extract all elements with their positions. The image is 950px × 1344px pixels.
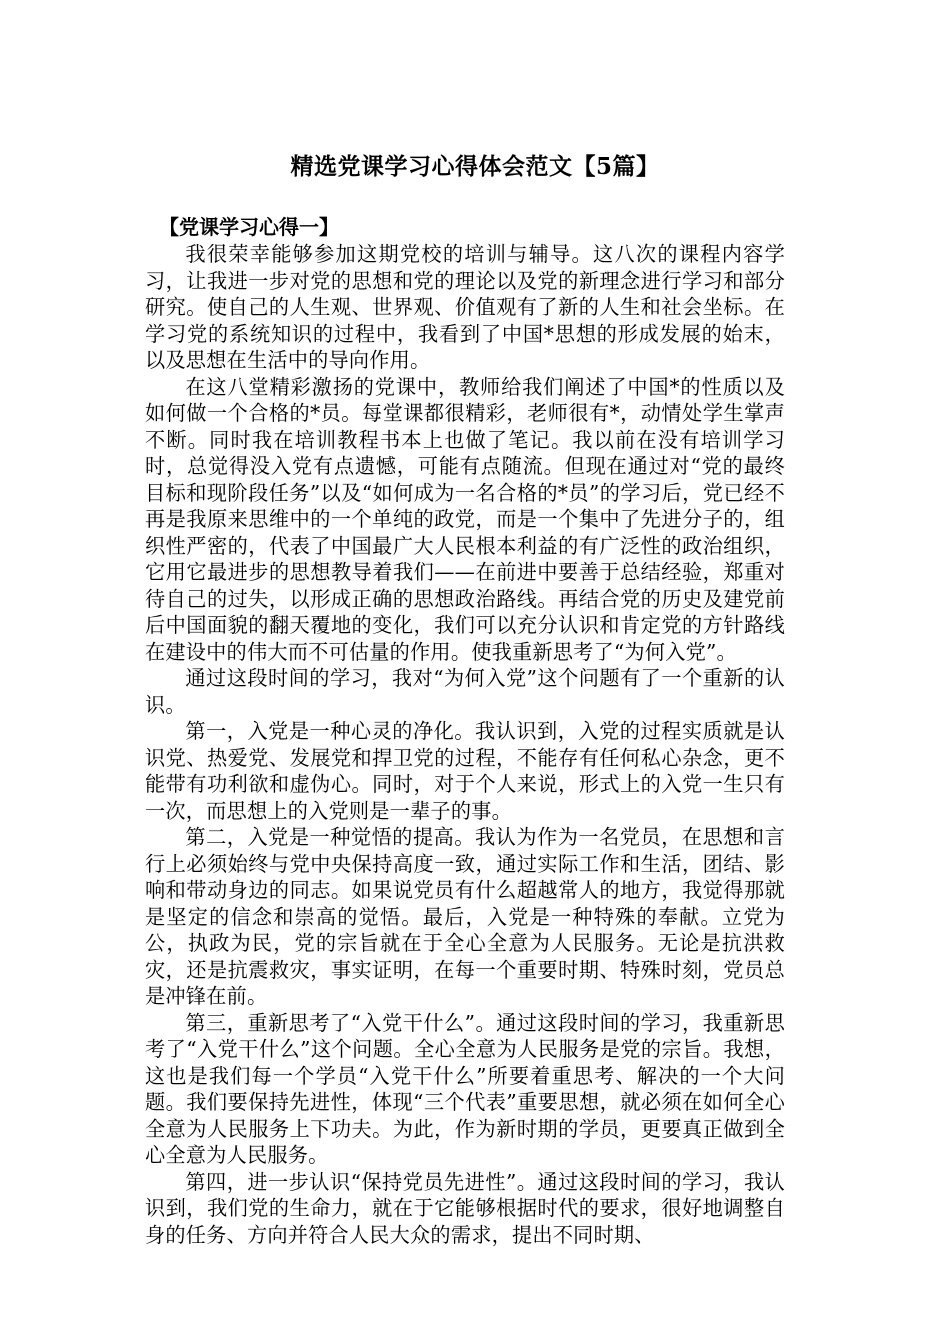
paragraph-3: 通过这段时间的学习，我对“为何入党”这个问题有了一个重新的认识。 (145, 666, 785, 717)
paragraph-7: 第四，进一步认识“保持党员先进性”。通过这段时间的学习，我认识到，我们党的生命力，就在于它能够根据时代的要求，很好地调整自身的任务、方向并符合人民大众的需求，提出不同时期、 (145, 1169, 785, 1247)
paragraph-5: 第二，入党是一种觉悟的提高。我认为作为一名党员，在思想和言行上必须始终与党中央保持高度一致，通过实际工作和生活，团结、影响和带动身边的同志。如果说党员有什么超越常人的地方，我觉得那就是坚定的信念和崇高的觉悟。最后，入党是一种特殊的奉献。立党为公，执政为民，党的宗旨就在于全心全意为人民服务。无论是抗洪救灾，还是抗震救灾，事实证明，在每一个重要时期、特殊时刻，党员总是冲锋在前。 (145, 825, 785, 1008)
paragraph-6: 第三，重新思考了“入党干什么”。通过这段时间的学习，我重新思考了“入党干什么”这个问题。全心全意为人民服务是党的宗旨。我想，这也是我们每一个学员“入党干什么”所要着重思考、解决的一个大问题。我们要保持先进性，体现“三个代表”重要思想，就必须在如何全心全意为人民服务上下功夫。为此，作为新时期的学员，更要真正做到全心全意为人民服务。 (145, 1010, 785, 1167)
document-title: 精选党课学习心得体会范文【5篇】 (290, 153, 660, 180)
paragraph-2: 在这八堂精彩激扬的党课中，教师给我们阐述了中国*的性质以及如何做一个合格的*员。每堂课都很精彩，老师很有*，动情处学生掌声不断。同时我在培训教程书本上也做了笔记。我以前在没有培训学习时，总觉得没入党有点遗憾，可能有点随流。但现在通过对“党的最终目标和现阶段任务”以及“如何成为一名合格的*员”的学习后，党已经不再是我原来思维中的一个单纯的政党，而是一个集中了先进分子的，组织性严密的，代表了中国最广大人民根本利益的有广泛性的政治组织，它用它最进步的思想教导着我们——在前进中要善于总结经验，郑重对待自己的过失，以形成正确的思想政治路线。再结合党的历史及建党前后中国面貌的翻天覆地的变化，我们可以充分认识和肯定党的方针路线在建设中的伟大而不可估量的作用。使我重新思考了“为何入党”。 (145, 374, 785, 664)
paragraph-4: 第一，入党是一种心灵的净化。我认识到，入党的过程实质就是认识党、热爱党、发展党和捍卫党的过程，不能存有任何私心杂念，更不能带有功利欲和虚伪心。同时，对于个人来说，形式上的入党一生只有一次，而思想上的入党则是一辈子的事。 (145, 719, 785, 823)
paragraph-1: 我很荣幸能够参加这期党校的培训与辅导。这八次的课程内容学习，让我进一步对党的思想和党的理论以及党的新理念进行学习和部分研究。使自己的人生观、世界观、价值观有了新的人生和社会坐标。在学习党的系统知识的过程中，我看到了中国*思想的形成发展的始末，以及思想在生活中的导向作用。 (145, 242, 785, 372)
section-heading: 【党课学习心得一】 (159, 215, 339, 239)
document-body (145, 214, 785, 1248)
